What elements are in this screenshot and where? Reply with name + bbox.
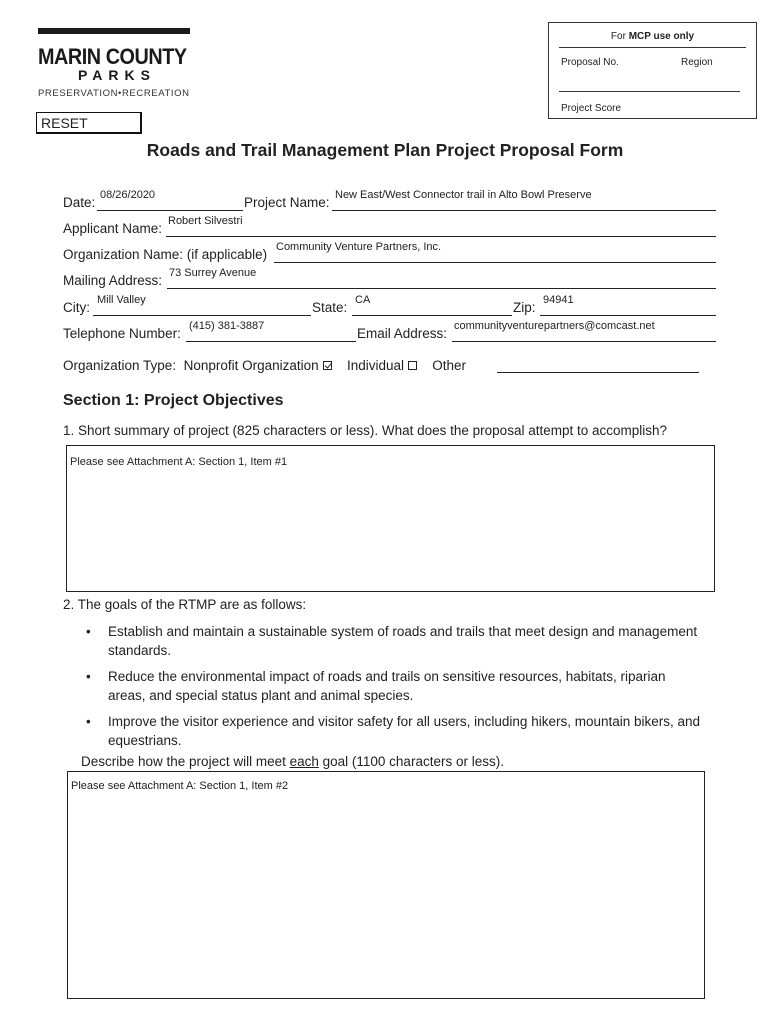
project-name-field[interactable]: New East/West Connector trail in Alto Bowl Preserve [335,189,592,201]
nonprofit-label: Nonprofit Organization [183,358,319,373]
question-2: 2. The goals of the RTMP are as follows: [63,597,307,612]
mailing-address-field[interactable]: 73 Surrey Avenue [169,267,257,279]
describe-pre: Describe how the project will meet [81,754,290,769]
answer-1-textbox[interactable] [66,445,715,592]
region-label: Region [681,57,713,68]
applicant-name-label: Applicant Name: [63,221,163,236]
individual-label: Individual [346,358,404,373]
organization-name-label: Organization Name: (if applicable) [63,247,268,262]
mailing-field-line[interactable] [167,288,716,289]
goal-item: • Improve the visitor experience and visitor safety for all users, including hikers, mountain bikers, and equestrians. [82,712,702,750]
answer-1-text[interactable]: Please see Attachment A: Section 1, Item #1 [70,456,288,468]
goals-list [82,622,702,750]
email-label: Email Address: [357,326,448,341]
other-field-line[interactable] [497,372,699,373]
state-field[interactable]: CA [355,294,371,306]
nonprofit-checkbox[interactable] [323,361,332,370]
answer-2-text[interactable]: Please see Attachment A: Section 1, Item #2 [71,780,289,792]
organization-type-row [63,358,466,373]
city-field[interactable]: Mill Valley [97,294,146,306]
city-label: City: [63,300,90,315]
goals-list-container [82,622,702,757]
reset-button[interactable]: RESET [36,112,142,134]
mcp-divider-2 [559,91,740,92]
logo-line-2: PARKS [78,67,156,83]
form-title: Roads and Trail Management Plan Project Proposal Form [146,140,624,160]
telephone-field[interactable]: (415) 381-3887 [189,320,265,332]
mcp-box-header [549,31,756,42]
answer-2-textbox[interactable] [67,771,705,999]
date-field[interactable]: 08/26/2020 [100,189,156,201]
describe-instruction [81,754,504,769]
zip-field-line[interactable] [540,315,716,316]
organization-name-field[interactable]: Community Venture Partners, Inc. [276,241,442,253]
state-field-line[interactable] [352,315,512,316]
email-field[interactable]: communityventurepartners@comcast.net [454,320,655,332]
project-score-label: Project Score [561,103,622,114]
zip-label: Zip: [513,300,536,315]
goal-item: • Establish and maintain a sustainable system of roads and trails that meet design and management standards. [82,622,702,660]
mcp-divider [559,47,746,48]
applicant-field-line[interactable] [166,236,716,237]
organization-type-label: Organization Type: [63,358,177,373]
section-1-heading: Section 1: Project Objectives [63,392,284,409]
other-label: Other [432,358,467,373]
mailing-address-label: Mailing Address: [63,273,163,288]
individual-checkbox[interactable] [408,361,417,370]
logo-line-1: MARIN COUNTY [38,44,187,69]
state-label: State: [312,300,348,315]
proposal-no-label: Proposal No. [561,57,619,68]
mcp-use-only-box [548,22,757,119]
date-field-line[interactable] [97,210,243,211]
date-label: Date: [63,195,96,210]
goal-item: • Reduce the environmental impact of roads and trails on sensitive resources, habitats, riparian areas, and special status plant and animal species. [82,667,702,705]
mcp-for-text: For [610,31,629,42]
logo-bar [38,28,190,34]
zip-field[interactable]: 94941 [543,294,574,306]
question-1: 1. Short summary of project (825 characters or less). What does the proposal attempt to accomplish? [63,423,668,438]
describe-post: goal (1100 characters or less). [318,754,504,769]
describe-each: each [289,754,319,769]
email-field-line[interactable] [452,341,716,342]
organization-field-line[interactable] [274,262,716,263]
telephone-field-line[interactable] [186,341,356,342]
city-field-line[interactable] [93,315,311,316]
logo-line-3: PRESERVATION•RECREATION [38,88,190,99]
project-name-field-line[interactable] [332,210,716,211]
mcp-bold-text: MCP use only [628,31,695,42]
project-name-label: Project Name: [244,195,330,210]
telephone-label: Telephone Number: [63,326,181,341]
applicant-name-field[interactable]: Robert Silvestri [168,215,243,227]
